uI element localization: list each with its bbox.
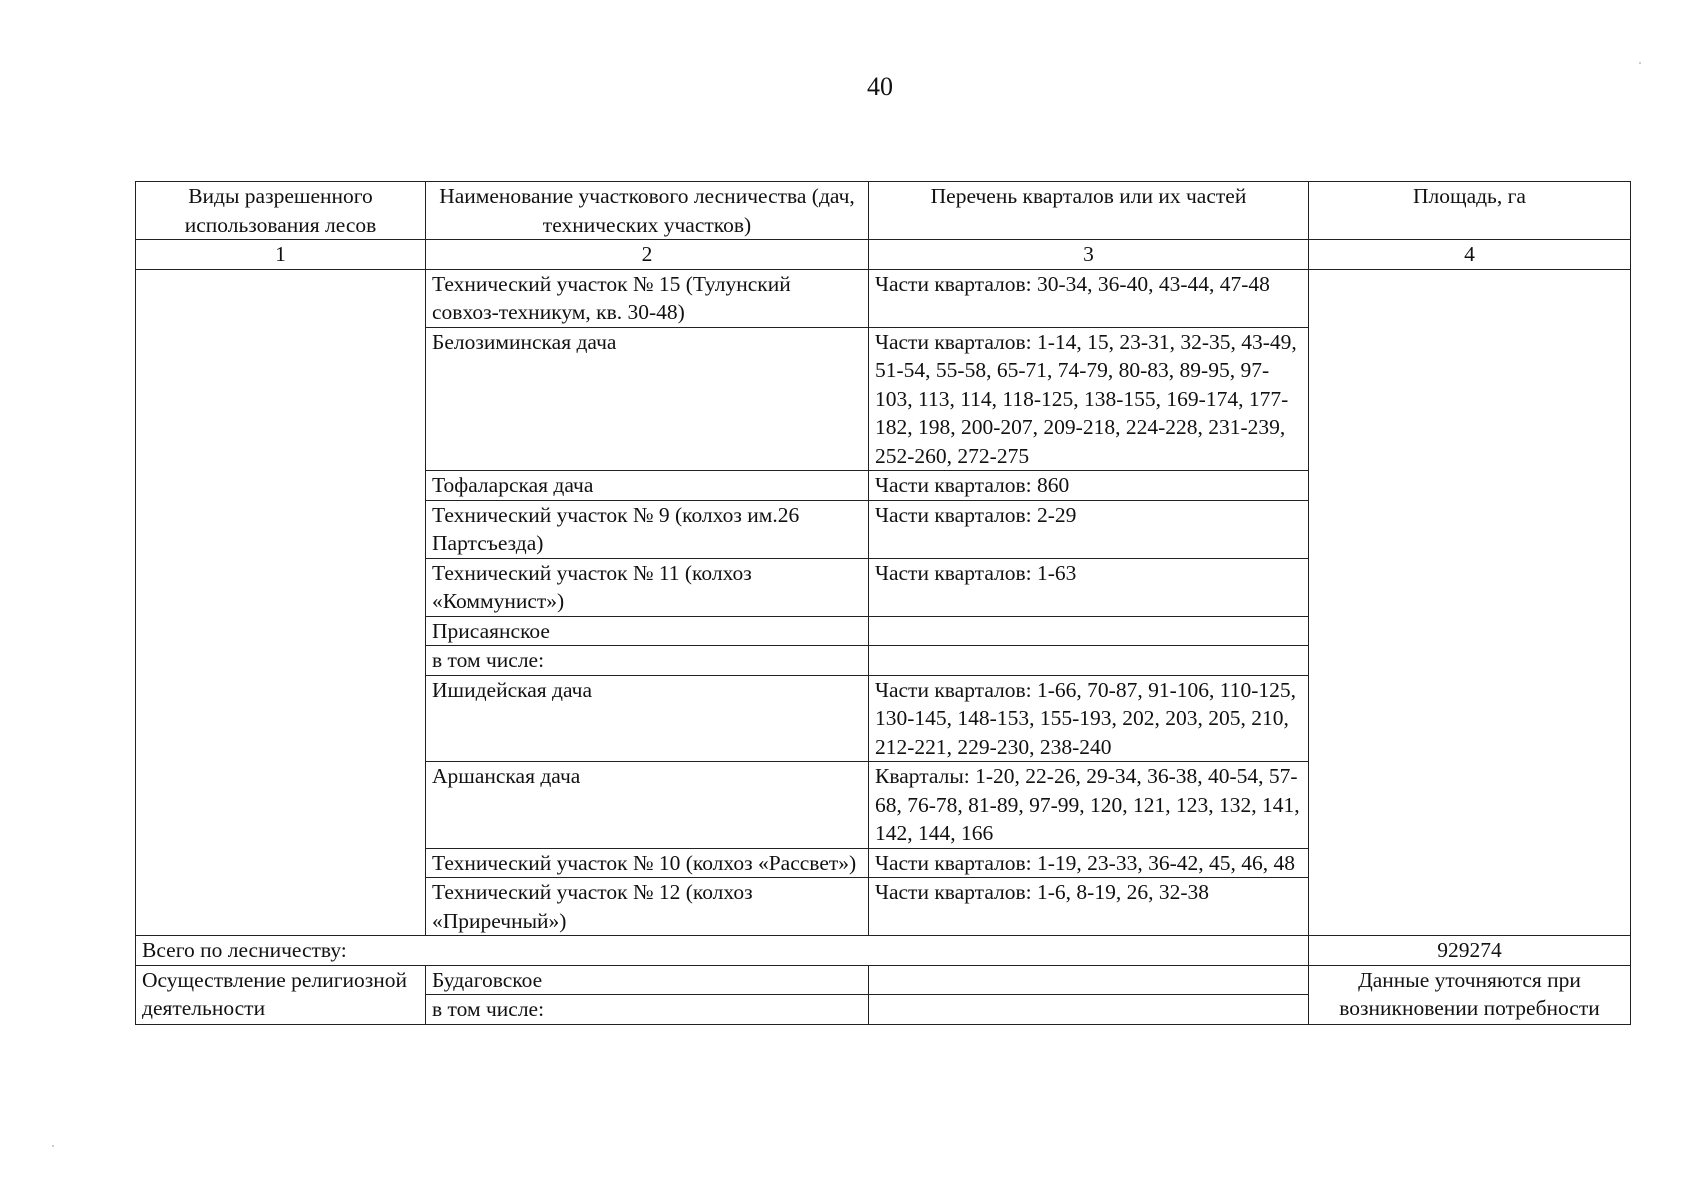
forestry-name-cell: Тофаларская дача (426, 471, 869, 501)
forestry-name-cell: Технический участок № 15 (Тулунский совхоз-техникум, кв. 30-48) (426, 269, 869, 327)
forestry-name-cell: Аршанская дача (426, 762, 869, 849)
scan-speck (1639, 62, 1641, 64)
column-number: 3 (869, 240, 1309, 270)
table-header-row (136, 182, 1631, 240)
forestry-name-cell: Технический участок № 10 (колхоз «Рассвет») (426, 848, 869, 878)
header-area: Площадь, га (1309, 182, 1631, 240)
forestry-name-cell: Технический участок № 12 (колхоз «Приречный») (426, 878, 869, 936)
column-number: 2 (426, 240, 869, 270)
total-row (136, 936, 1631, 966)
column-number-row (136, 240, 1631, 270)
religious-row (136, 965, 1631, 995)
quarters-cell (869, 995, 1309, 1025)
quarters-cell (869, 965, 1309, 995)
quarters-cell: Части кварталов: 1-63 (869, 558, 1309, 616)
forestry-name-cell: Технический участок № 9 (колхоз им.26 Партсъезда) (426, 500, 869, 558)
use-type-cell-empty (136, 269, 426, 936)
area-cell-empty (1309, 269, 1631, 936)
quarters-cell: Части кварталов: 1-66, 70-87, 91-106, 110-125, 130-145, 148-153, 155-193, 202, 203, 205, 210, 212-221, 229-230, 238-240 (869, 675, 1309, 762)
header-forestry-name: Наименование участкового лесничества (дач, технических участков) (426, 182, 869, 240)
column-number: 4 (1309, 240, 1631, 270)
forestry-name-cell: Будаговское (426, 965, 869, 995)
quarters-cell: Части кварталов: 1-19, 23-33, 36-42, 45, 46, 48 (869, 848, 1309, 878)
religious-use-type: Осуществление религиозной деятельности (136, 965, 426, 1024)
forestry-name-cell: Технический участок № 11 (колхоз «Коммунист») (426, 558, 869, 616)
total-area: 929274 (1309, 936, 1631, 966)
forestry-name-cell: в том числе: (426, 995, 869, 1025)
forest-use-table (135, 181, 1631, 1025)
forestry-name-cell: Ишидейская дача (426, 675, 869, 762)
quarters-cell: Кварталы: 1-20, 22-26, 29-34, 36-38, 40-54, 57-68, 76-78, 81-89, 97-99, 120, 121, 123, 132, 141, 142, 144, 166 (869, 762, 1309, 849)
quarters-cell: Части кварталов: 1-14, 15, 23-31, 32-35, 43-49, 51-54, 55-58, 65-71, 74-79, 80-83, 89-95, 97-103, 113, 114, 118-125, 138-155, 169-174, 177-182, 198, 200-207, 209-218, 224-228, 231-239, 252-260, 272-275 (869, 327, 1309, 471)
page-number: 40 (867, 72, 893, 101)
forestry-name-cell: Присаянское (426, 616, 869, 646)
quarters-cell (869, 646, 1309, 676)
quarters-cell: Части кварталов: 30-34, 36-40, 43-44, 47-48 (869, 269, 1309, 327)
scan-speck (52, 1145, 54, 1147)
header-quarters: Перечень кварталов или их частей (869, 182, 1309, 240)
forestry-name-cell: в том числе: (426, 646, 869, 676)
quarters-cell: Части кварталов: 1-6, 8-19, 26, 32-38 (869, 878, 1309, 936)
quarters-cell: Части кварталов: 860 (869, 471, 1309, 501)
religious-area: Данные уточняются при возникновении потребности (1309, 965, 1631, 1024)
header-use-type: Виды разрешенного использования лесов (136, 182, 426, 240)
column-number: 1 (136, 240, 426, 270)
table-row (136, 269, 1631, 327)
forestry-name-cell: Белозиминская дача (426, 327, 869, 471)
quarters-cell: Части кварталов: 2-29 (869, 500, 1309, 558)
total-label: Всего по лесничеству: (136, 936, 1309, 966)
quarters-cell (869, 616, 1309, 646)
